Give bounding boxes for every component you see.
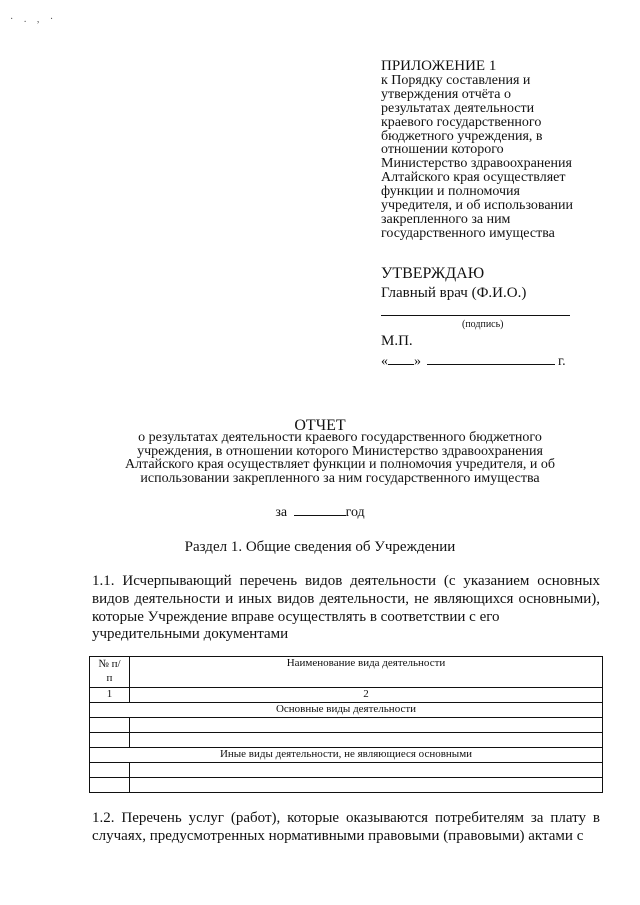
date-open-quote: « bbox=[381, 354, 388, 369]
appendix-line: бюджетного учреждения, в bbox=[381, 128, 543, 144]
index-col2: 2 bbox=[130, 688, 603, 703]
appendix-heading: ПРИЛОЖЕНИЕ 1 bbox=[381, 58, 497, 74]
header-activity-name: Наименование вида деятельности bbox=[130, 657, 603, 688]
approval-title: УТВЕРЖДАЮ bbox=[381, 265, 485, 282]
cell[interactable] bbox=[90, 718, 130, 733]
group-other-label: Иные виды деятельности, не являющиеся основными bbox=[90, 748, 603, 763]
group-row-other bbox=[90, 748, 603, 763]
appendix-line: отношении которого bbox=[381, 142, 504, 158]
section-title: Раздел 1. Общие сведения об Учреждении bbox=[184, 539, 456, 555]
appendix-line: государственного имущества bbox=[381, 225, 555, 241]
seal-label: М.П. bbox=[381, 333, 413, 349]
group-main-label: Основные виды деятельности bbox=[90, 703, 603, 718]
cell[interactable] bbox=[90, 733, 130, 748]
cell[interactable] bbox=[90, 763, 130, 778]
paragraph-1-1 bbox=[92, 573, 600, 644]
month-year-blank[interactable] bbox=[427, 352, 555, 365]
appendix-line: учредителя, и об использовании bbox=[381, 198, 574, 214]
cell[interactable] bbox=[130, 763, 603, 778]
appendix-line: закрепленного за ним bbox=[381, 211, 511, 227]
signature-caption: (подпись) bbox=[462, 319, 504, 330]
report-subtitle-line: Алтайского края осуществляет функции и полномочия учредителя, и об bbox=[124, 457, 555, 472]
appendix-line: утверждения отчёта о bbox=[381, 86, 511, 102]
cell[interactable] bbox=[130, 718, 603, 733]
year-blank[interactable] bbox=[294, 503, 346, 516]
day-blank[interactable] bbox=[388, 352, 414, 365]
scan-specks: · . , · bbox=[10, 14, 58, 25]
appendix-line: Алтайского края осуществляет bbox=[381, 170, 566, 186]
paragraph-1-2 bbox=[92, 810, 600, 846]
report-subtitle-line: использовании закрепленного за ним государственного имущества bbox=[140, 470, 540, 486]
signature-line[interactable] bbox=[381, 315, 570, 316]
cell[interactable] bbox=[130, 778, 603, 793]
report-year bbox=[0, 503, 640, 521]
table-row[interactable] bbox=[90, 763, 603, 778]
appendix-line: Министерство здравоохранения bbox=[381, 156, 572, 172]
activities-table bbox=[89, 656, 603, 793]
year-suffix: г. bbox=[558, 354, 566, 369]
report-subtitle-line: о результатах деятельности краевого государственного бюджетного bbox=[138, 430, 542, 445]
paragraph-text: 1.1. Исчерпывающий перечень видов деятельности (с указанием основных видов деятельности и иных видов деятельности, не являющихся основными), которые Учреждение вправе осуществлять в соответствии с его bbox=[92, 573, 600, 625]
cell[interactable] bbox=[90, 778, 130, 793]
paragraph-last-line: учредительными документами bbox=[92, 626, 289, 643]
year-prefix: за bbox=[275, 505, 288, 520]
appendix-line: функции и полномочия bbox=[381, 184, 520, 200]
appendix-line: к Порядку составления и bbox=[381, 72, 531, 88]
table-row[interactable] bbox=[90, 718, 603, 733]
report-subtitle-line: учреждения, в отношении которого Министерство здравоохранения bbox=[137, 443, 543, 459]
cell[interactable] bbox=[130, 733, 603, 748]
table-row[interactable] bbox=[90, 733, 603, 748]
date-close-quote: » bbox=[414, 354, 421, 369]
appendix-block bbox=[381, 60, 621, 241]
table-row[interactable] bbox=[90, 778, 603, 793]
table-index-row bbox=[90, 688, 603, 703]
index-col1: 1 bbox=[90, 688, 130, 703]
approval-date bbox=[381, 352, 566, 370]
report-subtitle bbox=[95, 431, 585, 485]
appendix-line: результатах деятельности bbox=[381, 100, 535, 116]
group-row-main bbox=[90, 703, 603, 718]
report-title: ОТЧЕТ bbox=[294, 417, 346, 434]
header-number: № п/п bbox=[90, 657, 130, 688]
paragraph-text: 1.2. Перечень услуг (работ), которые оказываются потребителям за плату в случаях, предусмотренных нормативными правовыми (правовыми) актами с bbox=[92, 810, 600, 844]
table-header-row bbox=[90, 657, 603, 688]
appendix-line: краевого государственного bbox=[381, 114, 542, 130]
approval-position: Главный врач (Ф.И.О.) bbox=[381, 285, 527, 301]
year-word: год bbox=[345, 505, 365, 520]
